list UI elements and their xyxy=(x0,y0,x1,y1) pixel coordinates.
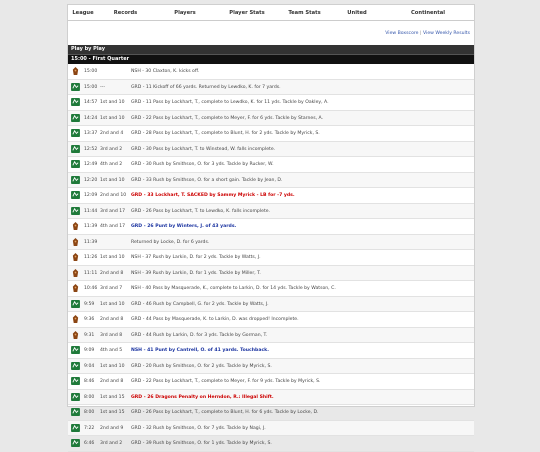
team-logo-icon xyxy=(71,67,80,75)
team-logo-icon xyxy=(71,300,80,308)
play-description: GRD - 26 Punt by Winters, J. of 43 yards. xyxy=(131,224,237,229)
play-time: 12:20 xyxy=(84,177,98,183)
play-time: 8:00 xyxy=(84,410,95,415)
play-time: 10:46 xyxy=(84,286,98,291)
play-row xyxy=(68,297,474,313)
play-description: GRD - 33 Rush by Smithson, O. for a short gain. Tackle by Jean, D. xyxy=(131,177,283,183)
team-logo-icon xyxy=(71,222,80,230)
play-down: 1st and 10 xyxy=(100,100,125,105)
team-logo-icon xyxy=(71,83,80,91)
nav-team-stats[interactable]: Team Stats xyxy=(288,9,321,16)
play-description: GRD - 44 Rush by Larkin, D. for 3 yds. Tackle by Gorman, T. xyxy=(131,332,268,338)
play-down: 1st and 10 xyxy=(100,301,125,307)
play-time: 11:44 xyxy=(84,208,98,214)
play-row xyxy=(68,64,474,80)
play-row xyxy=(68,405,474,421)
play-time: 9:09 xyxy=(84,348,95,353)
team-logo-icon xyxy=(71,176,80,184)
links-separator: | xyxy=(419,31,422,36)
team-logo-icon xyxy=(71,238,80,246)
play-description: GRD - 11 Pass by Lockhart, T., complete to Lewdko, K. for 11 yds. Tackle by Oakley, A. xyxy=(131,100,329,105)
play-down: 2nd and 8 xyxy=(100,379,124,384)
play-time: 6:46 xyxy=(84,441,95,446)
team-logo-icon xyxy=(71,145,80,153)
play-row xyxy=(68,328,474,344)
play-down: 2nd and 4 xyxy=(100,131,124,136)
nav-continental[interactable]: Continental xyxy=(411,9,445,16)
play-down: 1st and 15 xyxy=(100,394,125,400)
play-row xyxy=(68,312,474,328)
play-row xyxy=(68,157,474,173)
team-logo-icon xyxy=(71,439,80,447)
play-row xyxy=(68,80,474,96)
play-down: 3rd and 2 xyxy=(100,441,123,446)
play-time: 7:22 xyxy=(84,425,95,431)
play-time: 9:31 xyxy=(84,332,95,338)
play-row xyxy=(68,111,474,127)
play-down: 2nd and 8 xyxy=(100,317,124,322)
play-row xyxy=(68,235,474,251)
play-time: 8:46 xyxy=(84,379,95,384)
play-description: GRD - 22 Pass by Lockhart, T., complete to Meyer, F. for 6 yds. Tackle by Starnes, A. xyxy=(131,115,324,121)
play-description: GRD - 26 Dragons Penalty on Herndon, R.: Illegal Shift. xyxy=(131,394,274,400)
play-row xyxy=(68,281,474,297)
nav-player-stats[interactable]: Player Stats xyxy=(229,9,265,16)
team-logo-icon xyxy=(71,207,80,215)
nav-united[interactable]: United xyxy=(347,9,367,16)
play-time: 12:52 xyxy=(84,146,98,152)
play-time: 9:59 xyxy=(84,301,95,307)
team-logo-icon xyxy=(71,377,80,385)
play-time: 11:11 xyxy=(84,270,98,276)
play-description: GRD - 32 Rush by Smithson, O. for 7 yds. Tackle by Nagi, J. xyxy=(131,425,266,431)
play-description: GRD - 20 Rush by Smithson, O. for 2 yds. Tackle by Myrick, S. xyxy=(131,363,272,369)
play-time: 8:00 xyxy=(84,394,95,400)
play-time: 12:09 xyxy=(84,193,98,198)
team-logo-icon xyxy=(71,408,80,416)
play-description: Returned by Locke, D. for 6 yards. xyxy=(131,239,210,245)
play-down: 1st and 10 xyxy=(100,255,125,260)
play-row xyxy=(68,126,474,142)
nav-players[interactable]: Players xyxy=(174,9,196,16)
team-logo-icon xyxy=(71,98,80,106)
play-down: 2nd and 8 xyxy=(100,270,124,276)
team-logo-icon xyxy=(71,269,80,277)
play-description: GRD - 11 Kickoff of 66 yards. Returned by Lewdko, K. for 7 yards. xyxy=(131,84,281,90)
play-down: 4th and 5 xyxy=(100,348,123,353)
play-description: GRD - 46 Rush by Campbell, G. for 2 yds. Tackle by Watts, J. xyxy=(131,301,269,307)
play-time: 11:39 xyxy=(84,239,98,245)
page-container xyxy=(67,4,475,446)
result-links xyxy=(68,27,474,42)
play-time: 11:26 xyxy=(84,255,98,260)
team-logo-icon xyxy=(71,160,80,168)
play-description: GRD - 26 Pass by Lockhart, T. to Lewdko, K. falls incomplete. xyxy=(131,208,271,214)
team-logo-icon xyxy=(71,362,80,370)
play-row xyxy=(68,188,474,204)
play-time: 14:57 xyxy=(84,100,98,105)
play-description: GRD - 26 Pass by Lockhart, T., complete to Blunt, H. for 6 yds. Tackle by Locke, D. xyxy=(131,410,319,415)
team-logo-icon xyxy=(71,346,80,354)
play-row xyxy=(68,359,474,375)
top-nav xyxy=(68,5,474,21)
play-row xyxy=(68,173,474,189)
play-down: 2nd and 10 xyxy=(100,193,127,198)
play-list xyxy=(68,64,474,452)
play-description: NSH - 41 Punt by Cantrell, O. of 41 yards. Touchback. xyxy=(131,348,269,353)
play-down: 3rd and 8 xyxy=(100,332,123,338)
team-logo-icon xyxy=(71,393,80,401)
play-description: GRD - 30 Pass by Lockhart, T. to Winstead, W. falls incomplete. xyxy=(131,146,276,152)
team-logo-icon xyxy=(71,315,80,323)
view-weekly-results-link[interactable]: View Weekly Results xyxy=(423,31,470,36)
play-row xyxy=(68,95,474,111)
play-description: NSH - 30 Claxton, K. kicks off. xyxy=(131,69,200,74)
play-row xyxy=(68,421,474,437)
play-description: GRD - 30 Rush by Smithson, O. for 3 yds. Tackle by Rucker, W. xyxy=(131,162,274,167)
play-description: GRD - 39 Rush by Smithson, O. for 1 yds. Tackle by Myrick, S. xyxy=(131,441,272,446)
quarter-header: 15:00 - First Quarter xyxy=(68,54,474,64)
play-down: 1st and 15 xyxy=(100,410,125,415)
play-row xyxy=(68,343,474,359)
nav-league[interactable]: League xyxy=(72,9,94,16)
play-time: 14:24 xyxy=(84,115,98,121)
play-down: 4th and 17 xyxy=(100,224,126,229)
play-description: NSH - 37 Rush by Larkin, D. for 2 yds. Tackle by Watts, J. xyxy=(131,255,261,260)
play-row xyxy=(68,436,474,452)
play-time: 11:39 xyxy=(84,224,98,229)
play-description: GRD - 44 Pass by Masquerade, K. to Larkin, D. was dropped! Incomplete. xyxy=(131,317,299,322)
section-header: Play by Play xyxy=(68,45,474,54)
play-description: GRD - 28 Pass by Lockhart, T., complete to Blunt, H. for 2 yds. Tackle by Myrick, S. xyxy=(131,131,320,136)
view-boxscore-link[interactable]: View Boxscore xyxy=(385,31,419,36)
play-time: 13:37 xyxy=(84,131,98,136)
play-down: 1st and 10 xyxy=(100,115,125,121)
team-logo-icon xyxy=(71,331,80,339)
play-down: 3rd and 7 xyxy=(100,286,123,291)
play-row xyxy=(68,266,474,282)
team-logo-icon xyxy=(71,191,80,199)
play-row xyxy=(68,250,474,266)
team-logo-icon xyxy=(71,424,80,432)
play-time: 15:00 xyxy=(84,69,98,74)
play-down: 1st and 10 xyxy=(100,363,125,369)
play-down: 3rd and 17 xyxy=(100,208,126,214)
play-down: --- xyxy=(100,84,105,90)
play-row xyxy=(68,390,474,406)
play-down: 2nd and 9 xyxy=(100,425,124,431)
play-down: 3rd and 2 xyxy=(100,146,123,152)
play-row xyxy=(68,374,474,390)
team-logo-icon xyxy=(71,129,80,137)
play-description: GRD - 22 Pass by Lockhart, T., complete to Meyer, F. for 9 yds. Tackle by Myrick, S. xyxy=(131,379,321,384)
play-row xyxy=(68,204,474,220)
play-description: GRD - 33 Lockhart, T. SACKED by Sammy Myrick - LB for -7 yds. xyxy=(131,193,295,198)
play-time: 15:00 xyxy=(84,84,98,90)
play-time: 12:49 xyxy=(84,162,98,167)
team-logo-icon xyxy=(71,114,80,122)
team-logo-icon xyxy=(71,253,80,261)
nav-records[interactable]: Records xyxy=(113,9,138,16)
play-row xyxy=(68,142,474,158)
play-description: NSH - 40 Pass by Masquerade, K., complete to Larkin, D. for 14 yds. Tackle by Watson, C. xyxy=(131,286,336,291)
play-time: 9:04 xyxy=(84,363,95,369)
play-time: 9:36 xyxy=(84,317,95,322)
play-down: 1st and 10 xyxy=(100,177,125,183)
team-logo-icon xyxy=(71,284,80,292)
play-row xyxy=(68,219,474,235)
play-down: 4th and 2 xyxy=(100,162,123,167)
play-description: NSH - 39 Rush by Larkin, D. for 1 yds. Tackle by Miller, T. xyxy=(131,270,261,276)
